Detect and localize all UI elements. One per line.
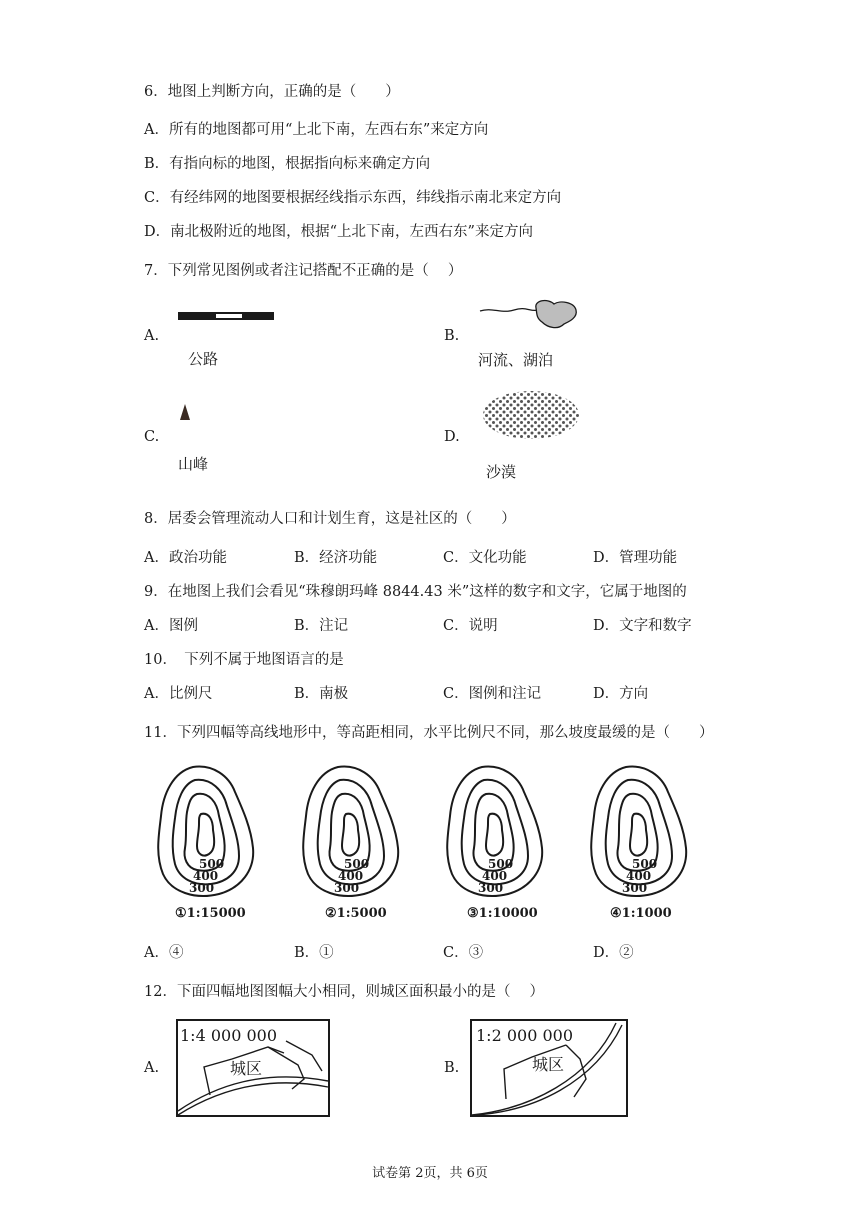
q9-option-d: D．文字和数字 bbox=[593, 618, 692, 634]
contour-caption-4: ④1:1000 bbox=[610, 906, 672, 921]
contour-3-label-500: 500 bbox=[488, 857, 514, 871]
contour-4-label-400: 400 bbox=[626, 869, 652, 883]
q12-letter-b: B. bbox=[444, 1060, 460, 1076]
page-footer: 试卷第 2页，共 6页 bbox=[372, 1166, 488, 1181]
q7-caption-peak: 山峰 bbox=[178, 455, 209, 473]
q10-option-d: D．方向 bbox=[593, 686, 649, 702]
q6-option-d: D．南北极附近的地图，根据“上北下南，左西右东”来定方向 bbox=[144, 224, 533, 240]
city-map-b bbox=[470, 1019, 628, 1117]
contour-2-label-500: 500 bbox=[344, 857, 370, 871]
q7-caption-desert: 沙漠 bbox=[486, 463, 517, 481]
river-lake-symbol bbox=[478, 298, 582, 334]
q11-option-b: B．① bbox=[294, 945, 334, 961]
q9-option-b: B．注记 bbox=[294, 618, 349, 634]
contour-map-1 bbox=[155, 764, 255, 902]
q10-stem: 10． 下列不属于地图语言的是 bbox=[144, 652, 344, 668]
contour-map-4 bbox=[588, 764, 688, 902]
contour-1-label-300: 300 bbox=[189, 881, 215, 895]
q6-option-a: A．所有的地图都可用“上北下南，左西右东”来定方向 bbox=[144, 122, 489, 138]
q6-stem: 6．地图上判断方向，正确的是（ ） bbox=[144, 84, 400, 100]
desert-symbol bbox=[481, 389, 581, 441]
road-symbol bbox=[178, 310, 274, 322]
city-map-a bbox=[176, 1019, 330, 1117]
q8-option-d: D．管理功能 bbox=[593, 550, 678, 566]
q11-option-a: A．④ bbox=[144, 945, 184, 961]
city-map-b-scale: 1:2 000 000 bbox=[476, 1026, 573, 1045]
peak-symbol bbox=[178, 402, 192, 422]
contour-map-2 bbox=[300, 764, 400, 902]
q9-option-c: C．说明 bbox=[443, 618, 498, 634]
q12-letter-a: A. bbox=[144, 1060, 160, 1076]
q12-stem: 12．下面四幅地图图幅大小相同，则城区面积最小的是（ ） bbox=[144, 984, 545, 1000]
q9-option-a: A．图例 bbox=[144, 618, 198, 634]
q7-caption-road: 公路 bbox=[188, 350, 219, 368]
contour-2-label-400: 400 bbox=[338, 869, 364, 883]
q11-option-c: C．③ bbox=[443, 945, 484, 961]
q7-caption-river-lake: 河流、湖泊 bbox=[478, 351, 554, 369]
city-map-a-scale: 1:4 000 000 bbox=[180, 1026, 277, 1045]
city-map-a-label: 城区 bbox=[230, 1059, 263, 1078]
q9-stem: 9．在地图上我们会看见“珠穆朗玛峰 8844.43 米”这样的数字和文字，它属于地图的 bbox=[144, 584, 687, 600]
contour-caption-2: ②1:5000 bbox=[325, 906, 387, 921]
city-map-b-label: 城区 bbox=[532, 1055, 565, 1074]
q7-letter-b: B. bbox=[444, 328, 460, 344]
q8-option-b: B．经济功能 bbox=[294, 550, 378, 566]
contour-3-label-400: 400 bbox=[482, 869, 508, 883]
contour-map-3 bbox=[444, 764, 544, 902]
q10-option-b: B．南极 bbox=[294, 686, 349, 702]
contour-1-label-500: 500 bbox=[199, 857, 225, 871]
q10-option-c: C．图例和注记 bbox=[443, 686, 542, 702]
contour-caption-1: ①1:15000 bbox=[175, 906, 246, 921]
q7-letter-c: C. bbox=[144, 429, 160, 445]
contour-4-label-300: 300 bbox=[622, 881, 648, 895]
q6-option-c: C．有经纬网的地图要根据经线指示东西，纬线指示南北来定方向 bbox=[144, 190, 562, 206]
q7-letter-a: A. bbox=[144, 328, 160, 344]
q8-option-c: C．文化功能 bbox=[443, 550, 527, 566]
q7-stem: 7．下列常见图例或者注记搭配不正确的是（ ） bbox=[144, 263, 463, 279]
contour-1-label-400: 400 bbox=[193, 869, 219, 883]
q11-option-d: D．② bbox=[593, 945, 634, 961]
q10-option-a: A．比例尺 bbox=[144, 686, 213, 702]
q7-letter-d: D. bbox=[444, 429, 460, 445]
q6-option-b: B．有指向标的地图，根据指向标来确定方向 bbox=[144, 156, 431, 172]
q11-stem: 11．下列四幅等高线地形中，等高距相同，水平比例尺不同，那么坡度最缓的是（ ） bbox=[144, 725, 714, 741]
q8-option-a: A．政治功能 bbox=[144, 550, 227, 566]
contour-2-label-300: 300 bbox=[334, 881, 360, 895]
contour-caption-3: ③1:10000 bbox=[467, 906, 538, 921]
contour-3-label-300: 300 bbox=[478, 881, 504, 895]
contour-4-label-500: 500 bbox=[632, 857, 658, 871]
q8-stem: 8．居委会管理流动人口和计划生育，这是社区的（ ） bbox=[144, 511, 516, 527]
